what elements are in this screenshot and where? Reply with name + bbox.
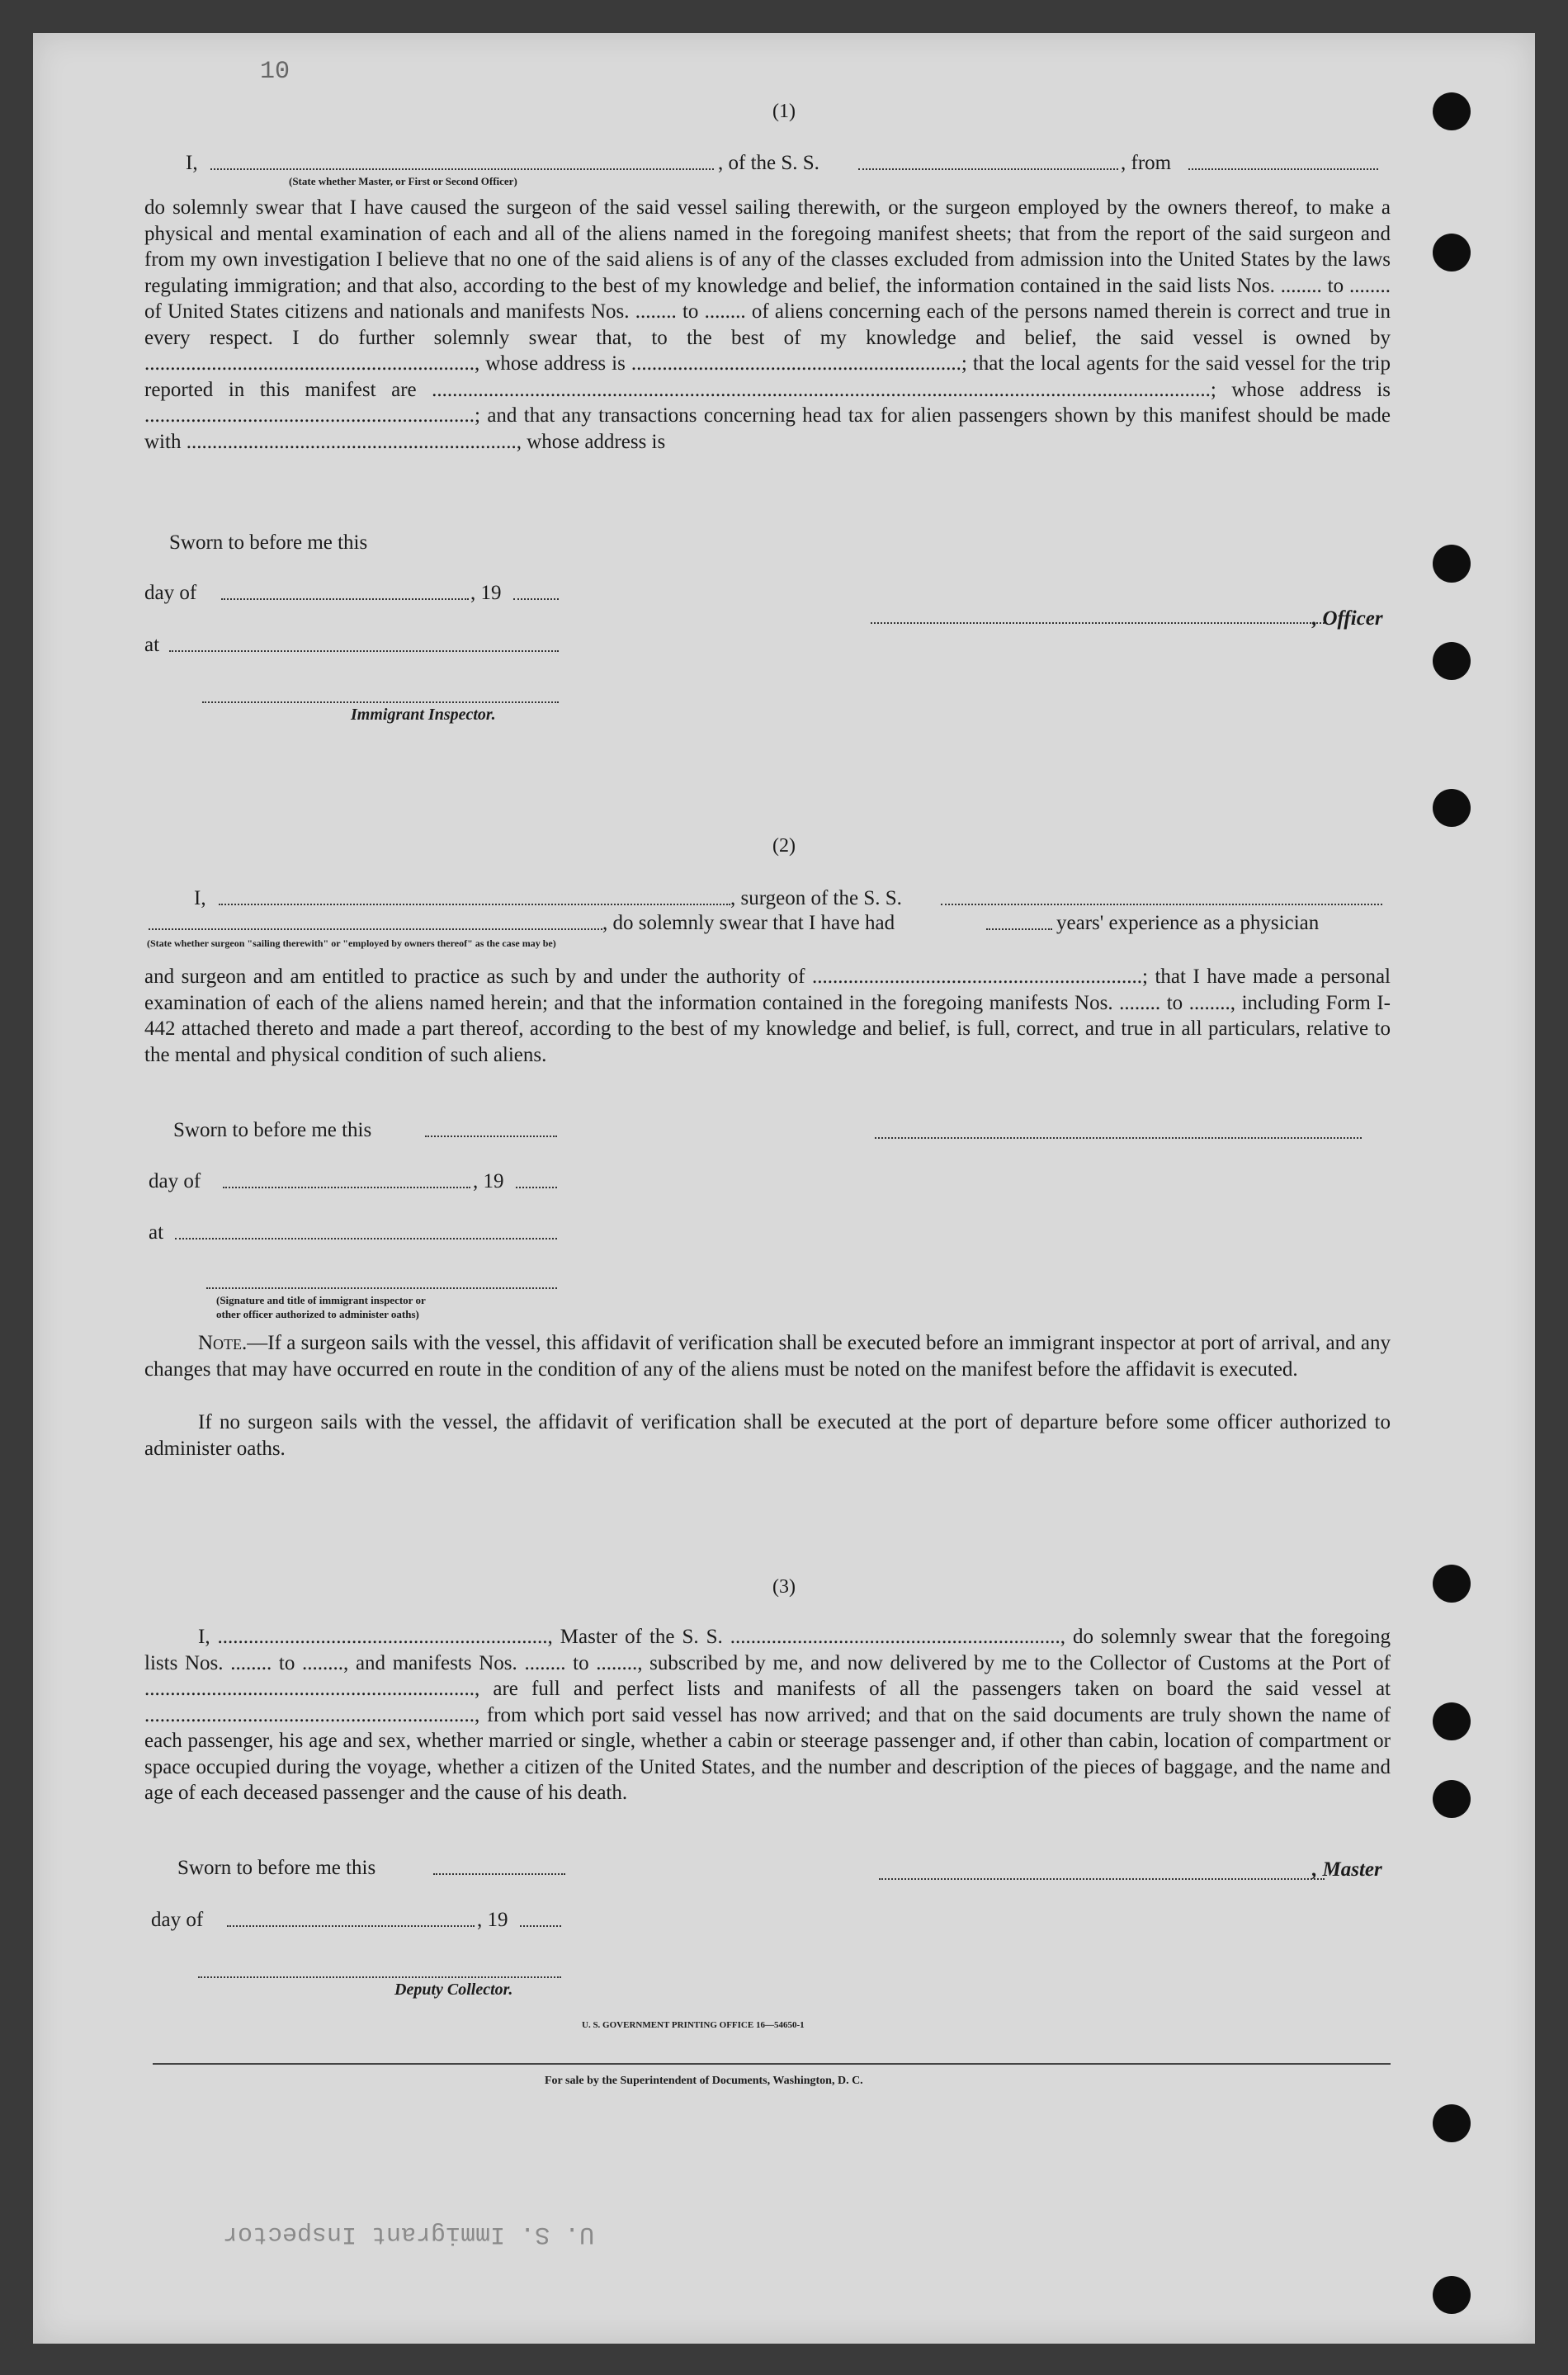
s2-note-2: If no surgeon sails with the vessel, the affidavit of verification shall be executed at the port of departure before some officer authorized to administer oaths.	[144, 1411, 1391, 1460]
s2-years: years' experience as a physician	[1056, 912, 1320, 934]
s2-note-text: —If a surgeon sails with the vessel, this affidavit of verification shall be executed before an immigrant inspector at port of arrival, and any changes that may have occurred en route in the condition of any of the aliens must be noted on the manifest before the affidavit is executed.	[144, 1332, 1391, 1381]
s3-master-label: , Master	[1312, 1858, 1382, 1881]
footer-rule	[153, 2063, 1391, 2065]
s2-surgeon-sig-line	[875, 1137, 1362, 1139]
s2-surgeon-field	[219, 887, 730, 905]
s1-inspector-label: Immigrant Inspector.	[351, 706, 496, 724]
s2-i-label: I,	[194, 887, 206, 909]
s1-officer-label: , Officer	[1312, 607, 1383, 630]
s2-state-note: (State whether surgeon "sailing therewith" or "employed by owners thereof" as the case may be)	[147, 937, 556, 949]
punch-hole	[1433, 2104, 1471, 2142]
s1-from: , from	[1121, 152, 1172, 174]
s3-day-of: day of	[151, 1909, 204, 1931]
s2-at-field	[175, 1221, 557, 1239]
s2-ship-field	[941, 887, 1382, 905]
s2-sig-note-2: other officer authorized to administer oaths)	[216, 1308, 419, 1320]
s2-at: at	[149, 1221, 164, 1244]
s2-surgeon-of: , surgeon of the S. S.	[730, 887, 902, 909]
s1-from-field	[1188, 152, 1378, 170]
section-3-number: (3)	[772, 1576, 796, 1598]
s3-sworn-field	[433, 1857, 565, 1875]
punch-hole	[1433, 545, 1471, 583]
sale-note: For sale by the Superintendent of Documents, Washington, D. C.	[545, 2075, 863, 2087]
s3-deputy-line	[198, 1976, 561, 1978]
s2-sworn-field	[425, 1119, 557, 1137]
s1-of-ss: , of the S. S.	[718, 152, 819, 174]
s2-day-field	[223, 1170, 470, 1188]
s2-status-field	[149, 912, 602, 930]
s1-sworn: Sworn to before me this	[169, 531, 368, 554]
s1-state-note: (State whether Master, or First or Second Officer)	[289, 175, 517, 187]
s1-at-field	[169, 634, 559, 652]
s1-year-field	[513, 582, 559, 600]
corner-number: 10	[260, 58, 290, 86]
section-1-number: (1)	[772, 101, 796, 122]
s2-note	[144, 1330, 1391, 1409]
s1-inspector-line	[202, 701, 559, 703]
section-2-number: (2)	[772, 835, 796, 857]
s2-sworn: Sworn to before me this	[173, 1119, 372, 1141]
s3-year: , 19	[477, 1909, 508, 1931]
s3-sworn: Sworn to before me this	[177, 1857, 376, 1879]
punch-hole	[1433, 789, 1471, 827]
punch-hole	[1433, 2276, 1471, 2314]
s2-day-of: day of	[149, 1170, 201, 1192]
s3-oath-text: I, ................................................................, Master of the S. S. ................................................................, do solemnly swear that the foregoing lists Nos. ........ to ........, and manifests Nos. ........ to ........, subscribed by me, and now delivered by me to the Collector of Customs at the Port of ................................................................, are full and perfect lists and manifests of all the passengers taken on board the said vessel at ................................................................, from which port said vessel has now arrived; and that on the said documents are truly shown the name of each passenger, his age and sex, whether married or single, whether a cabin or steerage passenger and, if other than cabin, location of compartment or space occupied during the voyage, whether a citizen of the United States, and the number and description of the pieces of baggage, and the name and age of each deceased passenger and the cause of his death.	[144, 1626, 1391, 1804]
s3-master-line	[879, 1878, 1325, 1880]
s1-day-of: day of	[144, 582, 197, 604]
gpo-imprint: U. S. GOVERNMENT PRINTING OFFICE 16—54650-1	[582, 2020, 805, 2030]
s1-i-label: I,	[186, 152, 198, 174]
s1-officer-line	[871, 622, 1325, 624]
s1-day-field	[221, 582, 469, 600]
s1-year: , 19	[470, 582, 502, 604]
s2-swear-line: , do solemnly swear that I have had	[602, 912, 895, 934]
s1-at: at	[144, 634, 160, 656]
inspector-stamp: U. S. Immigrant Inspector	[223, 2220, 595, 2248]
s2-year: , 19	[473, 1170, 504, 1192]
s2-sig-note-1: (Signature and title of immigrant inspector or	[216, 1294, 426, 1306]
s1-oath-text: do solemnly swear that I have caused the surgeon of the said vessel sailing therewith, or the surgeon employed by the owners thereof, to make a physical and mental examination of each and all of the aliens named in the foregoing manifest sheets; that from the report of the said surgeon and from my own investigation I believe that no one of the said aliens is of any of the classes excluded from admission into the United States by the laws regulating immigration; and that also, according to the best of my knowledge and belief, the information contained in the said lists Nos. ........ to ........ of United States citizens and nationals and manifests Nos. ........ to ........ of aliens concerning each of the persons named therein is correct and true in every respect. I do further solemnly swear that, to the best of my knowledge and belief, the said vessel is owned by ................................................................, whose address is ................................................................; that the local agents for the said vessel for the trip reported in this manifest are .......................................................................................................................................................; whose address is ................................................................; and that any transactions concerning head tax for alien passengers shown by this manifest should be made with ................................................................, whose address is	[144, 196, 1391, 453]
s3-deputy-label: Deputy Collector.	[394, 1981, 513, 1999]
punch-hole	[1433, 1780, 1471, 1818]
s1-ship-field	[858, 152, 1118, 170]
s3-day-field	[227, 1909, 475, 1927]
s2-year-field	[516, 1170, 557, 1188]
s2-note-label: Note.	[198, 1332, 248, 1354]
punch-hole	[1433, 234, 1471, 271]
s2-oath-text: and surgeon and am entitled to practice as such by and under the authority of ................................................................; that I have made a personal examination of each of the aliens named herein; and that the information contained in the foregoing manifests Nos. ........ to ........, including Form I-442 attached thereto and made a part thereof, according to the best of my knowledge and belief, is full, correct, and true in all particulars, relative to the mental and physical condition of such aliens.	[144, 966, 1391, 1066]
s1-officer-field	[210, 152, 714, 170]
s2-years-field	[986, 912, 1052, 930]
punch-hole	[1433, 1702, 1471, 1740]
punch-hole	[1433, 642, 1471, 680]
s2-signature-line	[206, 1287, 557, 1289]
s3-year-field	[520, 1909, 561, 1927]
